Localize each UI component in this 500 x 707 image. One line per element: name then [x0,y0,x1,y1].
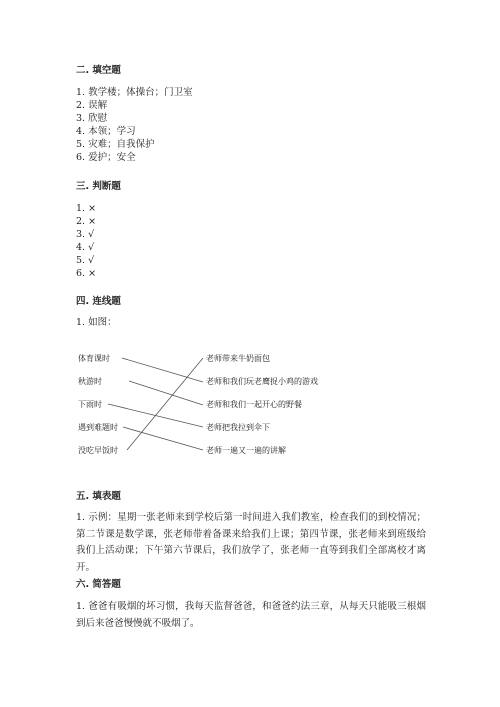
match-right-2: 老师和我们玩老鹰捉小鸡的游戏 [206,377,318,386]
match-line-1 [122,358,203,382]
fill-answer-3: 3. 欣慰 [76,113,108,124]
fill-answer-2: 2. 误解 [76,100,108,111]
match-line-4 [123,427,203,450]
fill-answer-6: 6. 爱护；安全 [76,152,136,163]
judge-answer-2: 2. × [76,216,97,227]
match-left-1: 体育课时 [78,354,110,363]
section-title-fill: 二. 填空题 [76,65,121,76]
match-right-1: 老师带来牛奶面包 [206,354,270,363]
match-line-2 [129,381,203,405]
section-title-judge: 三. 判断题 [76,181,121,192]
judge-answer-4: 4. √ [76,242,95,253]
fill-answer-5: 5. 灾难；自我保护 [76,139,155,150]
match-left-3: 下雨时 [78,400,102,409]
fill-answer-4: 4. 本领；学习 [76,126,136,137]
judge-answer-1: 1. × [76,203,97,214]
short-answer: 1. 爸爸有吸烟的坏习惯，我每天监督爸爸，和爸爸约法三章，从每天只能吸三根烟到后来爸爸慢慢就不吸烟了。 [76,601,426,629]
match-left-5: 没吃早饭时 [78,446,118,455]
section-title-short: 六. 简答题 [76,579,121,590]
table-answer: 1. 示例：星期一张老师来到学校后第一时间进入我们教室，检查我们的到校情况；第二节课是数学课，张老师带着备课来给我们上课；第四节课，张老师来到班级给我们上活动课；下午第六节课后，我们放学了，张老师一直等到我们全部离校才离开。 [76,512,426,573]
match-right-5: 老师一遍又一遍的讲解 [206,446,286,455]
match-right-3: 老师和我们一起开心的野餐 [206,400,302,409]
match-line-5 [127,358,203,450]
judge-answer-5: 5. √ [76,255,95,266]
judge-answer-6: 6. × [76,268,97,279]
judge-answer-3: 3. √ [76,229,95,240]
fill-answer-1: 1. 教学楼；体操台；门卫室 [76,87,193,98]
match-left-4: 遇到难题时 [78,423,118,432]
match-right-4: 老师把我拉到伞下 [206,423,270,432]
section-title-match: 四. 连线题 [76,296,121,307]
match-intro: 1. 如图： [76,317,117,328]
match-left-2: 秋游时 [78,377,102,386]
section-title-table: 五. 填表题 [76,491,121,502]
